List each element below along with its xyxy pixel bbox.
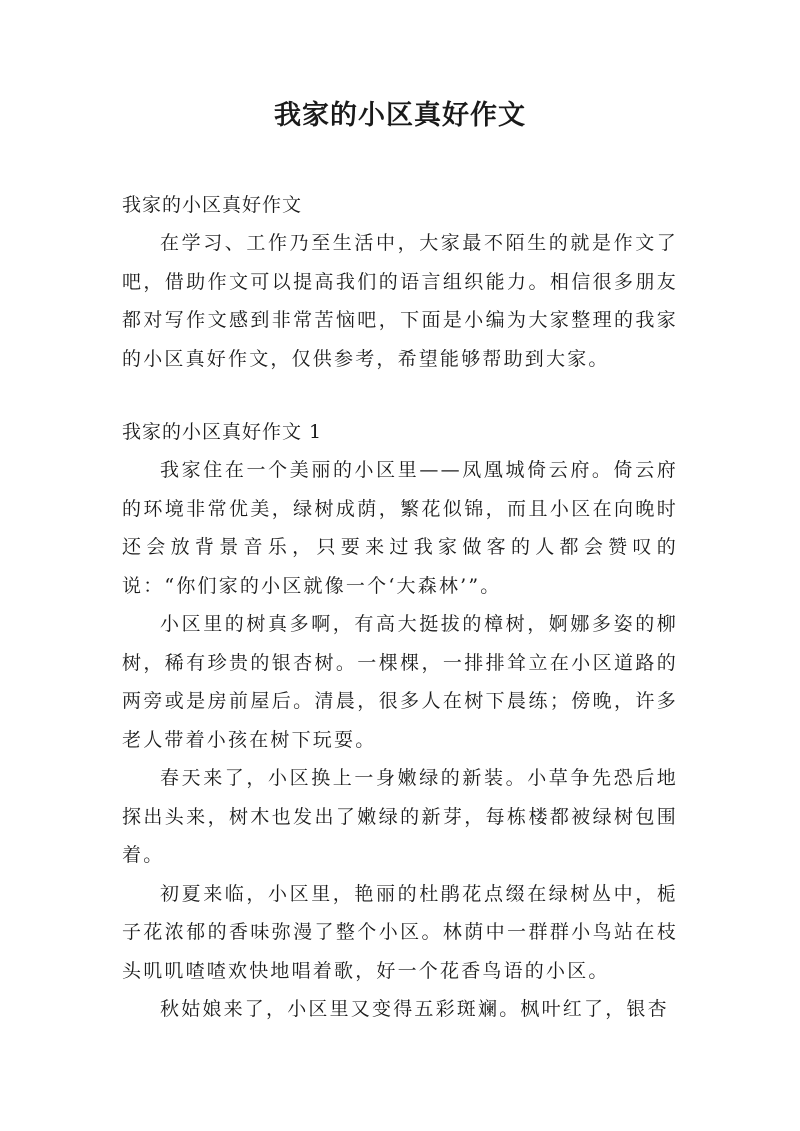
intro-paragraph: 在学习、工作乃至生活中，大家最不陌生的就是作文了吧，借助作文可以提高我们的语言组织能力。相信很多朋友都对写作文感到非常苦恼吧，下面是小编为大家整理的我家的小区真好作文，仅供参考，希望能够帮助到大家。 [122,232,678,370]
essay-paragraph: 春天来了，小区换上一身嫩绿的新装。小草争先恐后地探出头来，树木也发出了嫩绿的新芽，每栋楼都被绿树包围着。 [122,767,678,866]
essay-paragraph: 我家住在一个美丽的小区里——凤凰城倚云府。倚云府的环境非常优美，绿树成荫，繁花似锦，而且小区在向晚时还会放背景音乐，只要来过我家做客的人都会赞叹的说：“你们家的小区就像一个‘大森林’”。 [122,459,678,597]
document-title: 我家的小区真好作文 [274,100,526,131]
document-body [122,186,678,1029]
essay-paragraph: 秋姑娘来了，小区里又变得五彩斑斓。枫叶红了，银杏 [160,998,669,1020]
essay-paragraph: 初夏来临，小区里，艳丽的杜鹃花点缀在绿树丛中，栀子花浓郁的香味弥漫了整个小区。林荫中一群群小鸟站在枝头叽叽喳喳欢快地唱着歌，好一个花香鸟语的小区。 [122,882,678,982]
essay-heading: 我家的小区真好作文 1 [122,421,323,443]
essay-paragraph: 小区里的树真多啊，有高大挺拔的樟树，婀娜多姿的柳树，稀有珍贵的银杏树。一棵棵，一排排耸立在小区道路的两旁或是房前屋后。清晨，很多人在树下晨练；傍晚，许多老人带着小孩在树下玩耍。 [122,613,678,751]
intro-heading: 我家的小区真好作文 [122,194,303,216]
section-gap [122,378,678,413]
